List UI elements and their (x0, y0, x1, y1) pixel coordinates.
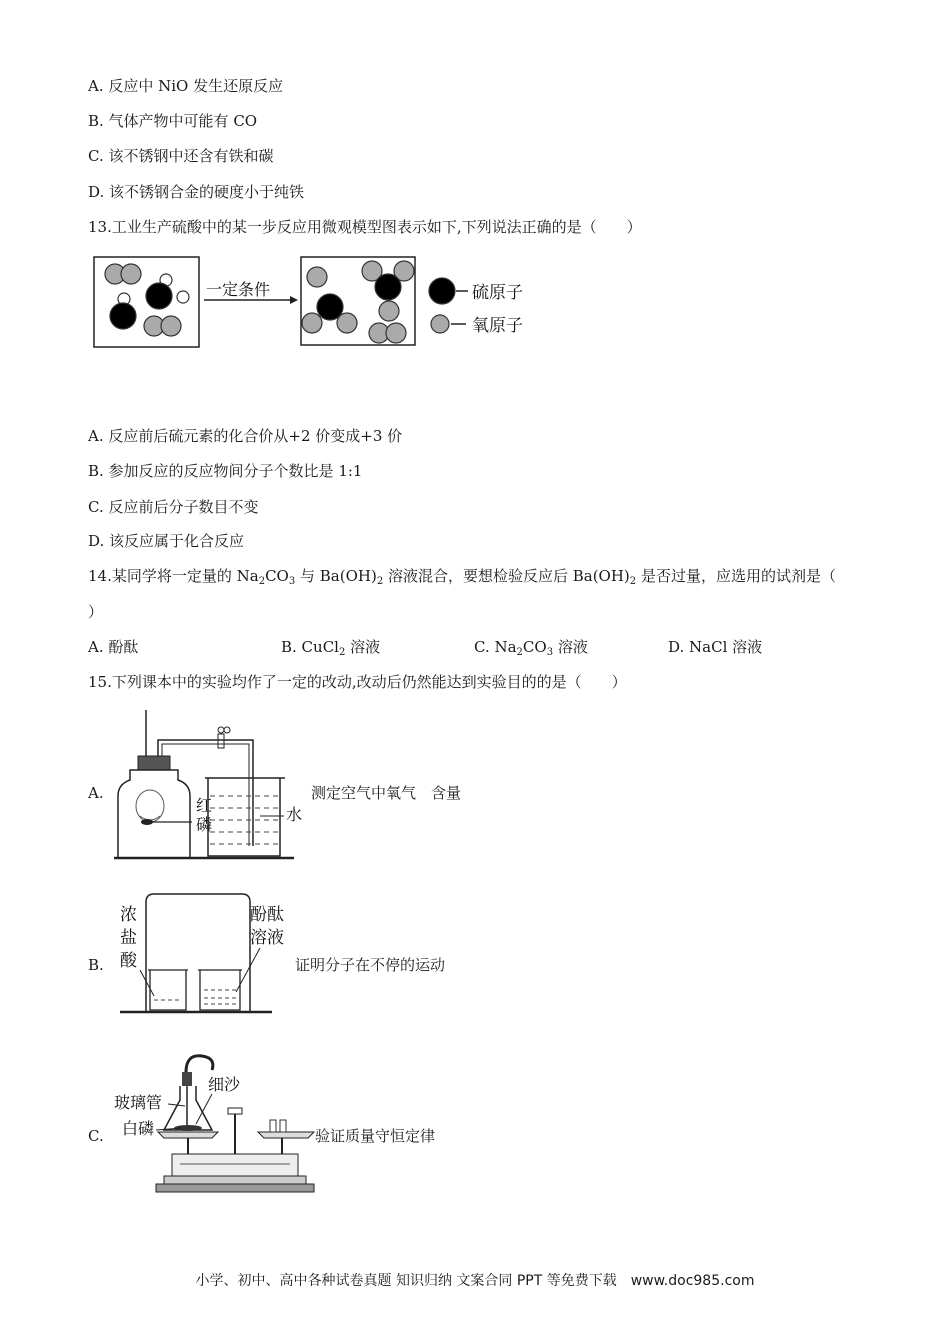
option-a-prev: A. 反应中 NiO 发生还原反应 (88, 77, 284, 95)
label-phenol: 酚酞 (250, 905, 284, 925)
q15-stem: 15.下列课本中的实验均作了一定的改动,改动后仍然能达到实验目的的是（ ） (88, 673, 627, 691)
q14-option-d: D. NaCl 溶液 (668, 638, 763, 656)
q13-option-b: B. 参加反应的反应物间分子个数比是 1:1 (88, 462, 363, 480)
q15-c-apparatus (112, 1050, 312, 1200)
label-conc-3: 酸 (120, 951, 137, 971)
q15-b-letter: B. (88, 956, 104, 974)
q15-a-letter: A. (88, 784, 104, 802)
q14-stem: 14.某同学将一定量的 $Na_2CO_3$ 与 $Ba(OH)_2$ 溶液混合，要想检验反应后 $Ba(OH)_2$ 是否过量，应选用的试剂是（ (88, 567, 836, 587)
q13-reaction-diagram (90, 253, 540, 353)
q13-option-c: C. 反应前后分子数目不变 (88, 498, 259, 516)
oxygen-atom-icon (431, 315, 449, 333)
page-footer: 小学、初中、高中各种试卷真题 知识归纳 文案合同 PPT 等免费下载 www.doc985.com (195, 1273, 755, 1289)
q14-option-b: B. CuCl$_2$ 溶液 (281, 638, 381, 658)
q15-b-caption: 证明分子在不停的运动 (295, 956, 446, 974)
label-red: 红 (196, 796, 213, 815)
option-c-prev: C. 该不锈钢中还含有铁和碳 (88, 147, 274, 165)
label-conc-2: 盐 (120, 928, 137, 948)
q13-option-d: D. 该反应属于化合反应 (88, 532, 245, 550)
q15-c-caption: 验证质量守恒定律 (315, 1127, 436, 1145)
sulfur-atom-icon (429, 278, 455, 304)
option-d-prev: D. 该不锈钢合金的硬度小于纯铁 (88, 183, 305, 201)
label-glass-tube: 玻璃管 (114, 1093, 163, 1112)
label-fine-sand: 细沙 (208, 1075, 241, 1094)
q15-a-caption: 测定空气中氧气 含量 (311, 784, 462, 802)
q13-stem: 13.工业生产硫酸中的某一步反应用微观模型图表示如下,下列说法正确的是（ ） (88, 218, 642, 236)
label-conc-1: 浓 (120, 905, 137, 925)
q14-option-c: C. $Na_2CO_3$ 溶液 (474, 638, 588, 658)
q15-a-apparatus (110, 708, 303, 863)
q13-arrow-label: 一定条件 (206, 280, 271, 299)
legend-sulfur: 硫原子 (472, 283, 523, 303)
label-water: 水 (286, 805, 303, 824)
label-white-phosphorus: 白磷 (122, 1119, 155, 1138)
label-phosphorus: 磷 (196, 815, 213, 834)
label-solution: 溶液 (250, 928, 284, 948)
q14-stem-close: ） (88, 603, 104, 621)
q13-option-a: A. 反应前后硫元素的化合价从+2 价变成+3 价 (88, 427, 403, 445)
q15-c-letter: C. (88, 1127, 104, 1145)
q14-option-a: A. 酚酞 (88, 638, 139, 656)
option-b-prev: B. 气体产物中可能有 CO (88, 112, 258, 130)
legend-oxygen: 氧原子 (472, 316, 523, 336)
q15-b-apparatus (112, 890, 292, 1020)
